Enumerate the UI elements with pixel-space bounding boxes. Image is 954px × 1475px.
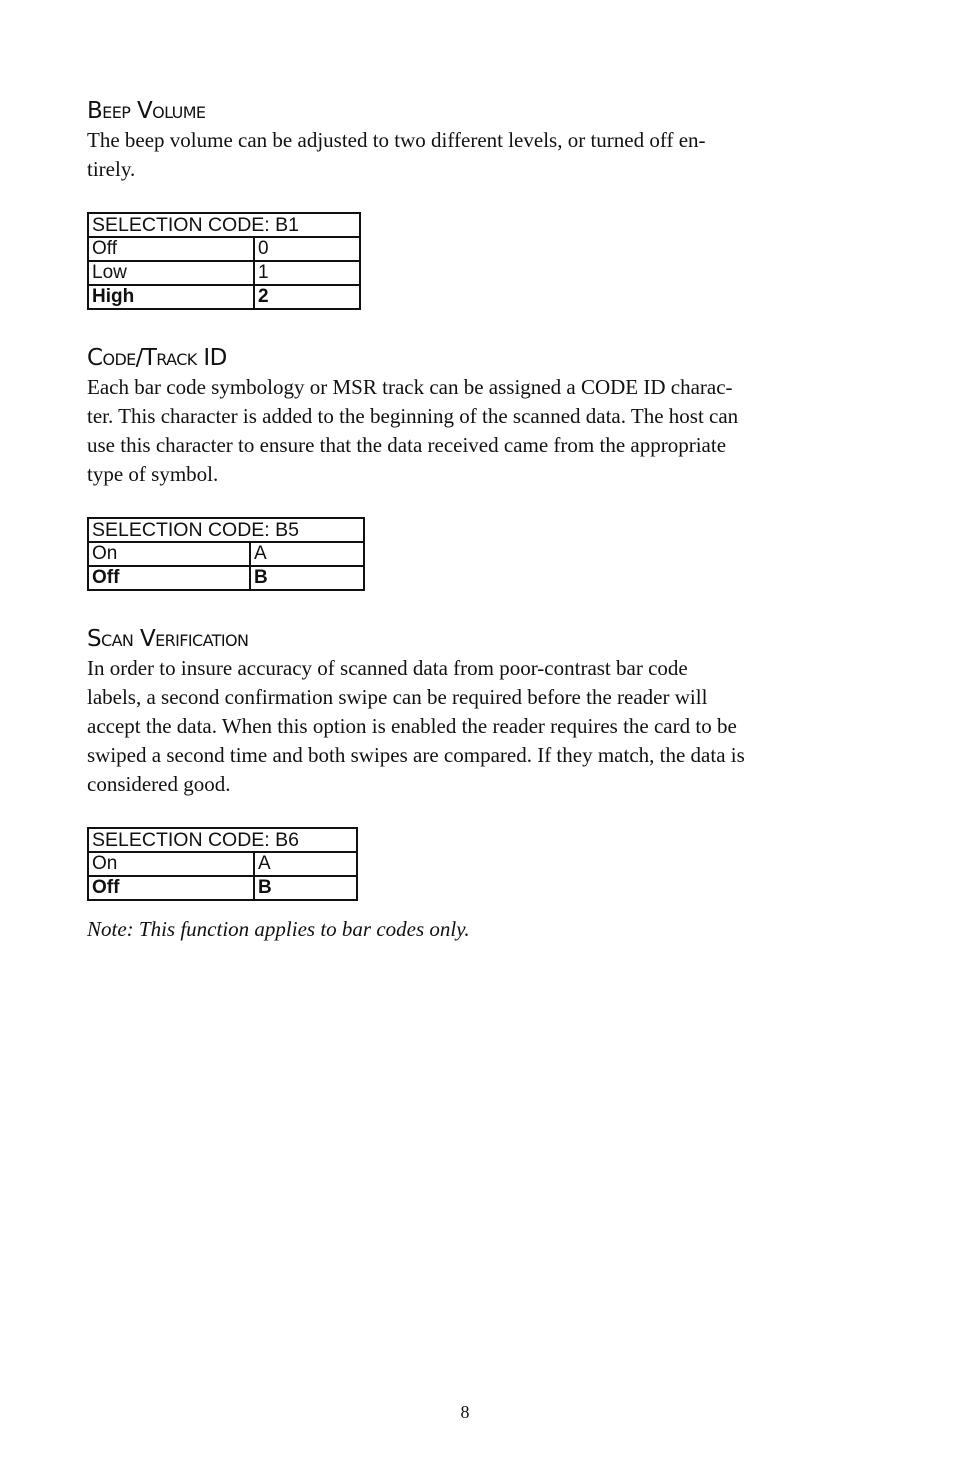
selection-code-header: SELECTION CODE: B1 xyxy=(88,213,360,237)
table-row-default xyxy=(88,876,357,900)
paragraph-line: type of symbol. xyxy=(87,462,219,486)
option-label: On xyxy=(88,542,250,566)
table-row xyxy=(88,852,357,876)
section-beep-volume xyxy=(87,96,847,310)
selection-code-header: SELECTION CODE: B5 xyxy=(88,518,364,542)
paragraph-line: In order to insure accuracy of scanned data from poor-contrast bar code xyxy=(87,656,688,680)
option-value: A xyxy=(254,852,357,876)
option-label: Off xyxy=(88,876,254,900)
paragraph-line: accept the data. When this option is enabled the reader requires the card to be xyxy=(87,714,737,738)
selection-table xyxy=(87,212,361,310)
paragraph-line: swiped a second time and both swipes are compared. If they match, the data is xyxy=(87,743,745,767)
option-value: 2 xyxy=(254,285,360,309)
section-scan-verification xyxy=(87,624,847,944)
table-row xyxy=(88,261,360,285)
paragraph-line: ter. This character is added to the beginning of the scanned data. The host can xyxy=(87,404,739,428)
option-label: High xyxy=(88,285,254,309)
table-row xyxy=(88,542,364,566)
page-number: 8 xyxy=(460,1402,470,1422)
paragraph-line: labels, a second confirmation swipe can be required before the reader will xyxy=(87,685,708,709)
selection-table xyxy=(87,827,358,901)
paragraph-line: use this character to ensure that the data received came from the appropriate xyxy=(87,433,727,457)
paragraph-line: considered good. xyxy=(87,772,231,796)
section-paragraph xyxy=(87,126,847,184)
option-value: B xyxy=(250,566,364,590)
paragraph-line: tirely. xyxy=(87,157,136,181)
option-label: Off xyxy=(88,237,254,261)
document-page xyxy=(87,96,847,944)
paragraph-line: Each bar code symbology or MSR track can be assigned a CODE ID charac- xyxy=(87,375,733,399)
table-row-default xyxy=(88,285,360,309)
section-heading: Code/Track ID xyxy=(87,345,227,371)
section-paragraph xyxy=(87,373,847,489)
table-row-default xyxy=(88,566,364,590)
paragraph-line: The beep volume can be adjusted to two different levels, or turned off en- xyxy=(87,128,706,152)
option-value: B xyxy=(254,876,357,900)
section-code-track-id xyxy=(87,343,847,591)
section-paragraph xyxy=(87,654,847,799)
option-label: Off xyxy=(88,566,250,590)
option-label: On xyxy=(88,852,254,876)
selection-code-header: SELECTION CODE: B6 xyxy=(88,828,357,852)
selection-table xyxy=(87,517,365,591)
section-heading: Beep Volume xyxy=(87,98,206,124)
table-row xyxy=(88,237,360,261)
option-value: 0 xyxy=(254,237,360,261)
section-heading: Scan Verification xyxy=(87,626,249,652)
option-label: Low xyxy=(88,261,254,285)
option-value: 1 xyxy=(254,261,360,285)
option-value: A xyxy=(250,542,364,566)
note-text: Note: This function applies to bar codes only. xyxy=(87,917,470,941)
